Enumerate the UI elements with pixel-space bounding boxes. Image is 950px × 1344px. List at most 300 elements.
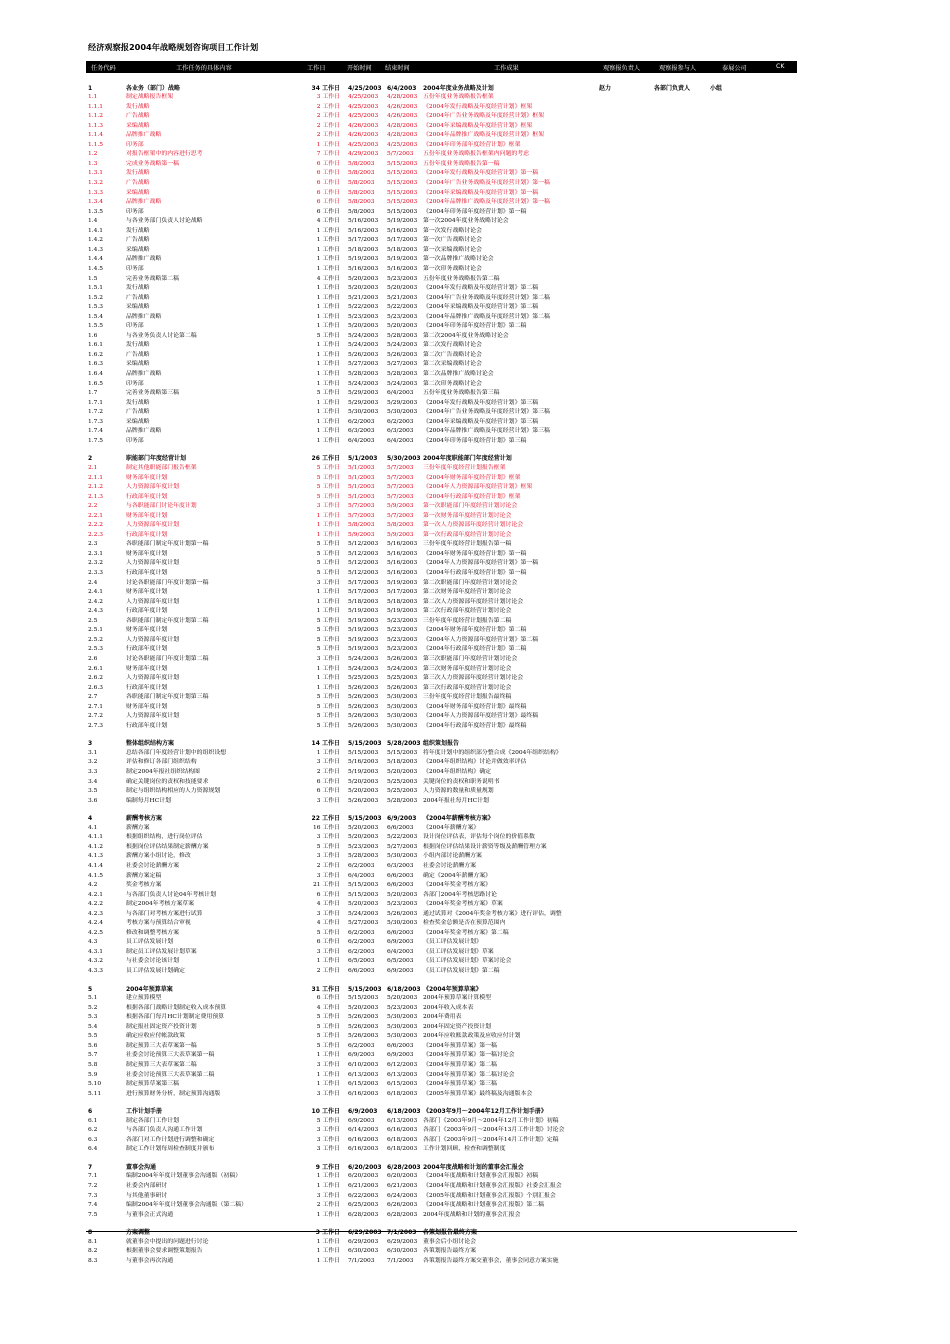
task-days: 1 工作日 — [316, 512, 340, 519]
task-end: 5/28/2003 — [387, 332, 418, 339]
task-result: 第三次行政部年度经营计划讨论会 — [423, 684, 512, 691]
task-start: 6/10/2003 — [348, 1061, 379, 1068]
task-participant: 各部门负责人 — [654, 84, 691, 92]
task-code: 1.6.4 — [88, 371, 103, 377]
task-start: 5/26/2003 — [348, 684, 379, 691]
task-days: 1 工作日 — [316, 531, 340, 538]
task-result: 三份年度年度经营计划报告第二稿 — [423, 617, 512, 624]
task-days: 5 工作日 — [316, 550, 340, 557]
task-result: 《2004年度战略和计划董事会汇报版》社委会汇报会 — [423, 1183, 562, 1189]
task-end: 6/12/2003 — [387, 1061, 418, 1068]
task-end: 5/30/2003 — [387, 713, 418, 720]
task-content: 印务部 — [126, 437, 144, 444]
task-result: 第一次人力资源部年度经营计划讨论会 — [423, 522, 524, 529]
task-days: 1 工作日 — [316, 522, 340, 529]
task-days: 7 工作日 — [316, 151, 340, 158]
task-content: 与社委会讨论该计划 — [126, 958, 180, 965]
task-content: 根据各部门每月HC计划制定费用预算 — [126, 1014, 225, 1021]
task-end: 5/15/2003 — [387, 180, 418, 186]
task-row — [0, 341, 950, 351]
task-start: 5/20/2003 — [348, 323, 379, 330]
task-days: 3 工作日 — [316, 834, 340, 841]
task-result: 第二次职能部门年度经营计划讨论会 — [423, 579, 518, 586]
task-content: 社委会讨论薪酬方案 — [126, 862, 180, 869]
task-end: 6/9/2003 — [387, 815, 417, 823]
task-code: 4.3.3 — [88, 968, 103, 974]
task-end: 6/26/2003 — [387, 1202, 418, 1209]
task-result: 《2004年人力资源部年度经营计划》第二稿 — [423, 636, 539, 643]
task-row — [0, 1192, 950, 1202]
task-start: 5/23/2003 — [348, 313, 379, 320]
task-result: 《2004年印务部年度经营计划》框架 — [423, 141, 521, 148]
task-result: 《2004年财务部年度经营计划》第一稿 — [423, 550, 527, 557]
task-code: 4.3.2 — [88, 958, 103, 965]
task-result: 三份年度年度经营计划报告最终稿 — [423, 694, 512, 701]
task-code: 2.7.3 — [88, 722, 103, 729]
task-content: 人力资源部年度计划 — [126, 560, 180, 567]
task-row — [0, 843, 950, 853]
task-result: 《2003年9月～2004年12月工作计划手册》 — [423, 1108, 547, 1116]
task-days: 1 工作日 — [316, 1257, 340, 1264]
task-result: 《2004年薪酬方案》 — [423, 824, 480, 831]
task-code: 8.3 — [88, 1257, 98, 1264]
task-code: 5.1 — [88, 995, 98, 1002]
task-code: 4.1.4 — [88, 862, 103, 869]
task-content: 行政部年度计划 — [126, 570, 168, 576]
task-row — [0, 512, 950, 522]
task-start: 5/15/2003 — [348, 740, 382, 748]
task-end: 5/16/2003 — [387, 560, 418, 567]
task-result: 《员工评估发展计划》草案 — [423, 948, 494, 955]
task-result: 《2004年预算草案》 — [423, 985, 482, 993]
task-end: 7/1/2003 — [387, 1257, 414, 1264]
task-content: 品牌推广战略 — [126, 132, 162, 139]
task-end: 5/19/2003 — [387, 579, 418, 586]
task-result: 《2004年财务部年度经营计划》第二稿 — [423, 627, 527, 634]
task-days: 5 工作日 — [316, 627, 340, 634]
task-row — [0, 208, 950, 218]
task-code: 7.4 — [88, 1202, 98, 1209]
task-end: 5/23/2003 — [387, 617, 418, 624]
task-content: 整体组织结构方案 — [126, 740, 175, 748]
task-code: 1.6 — [88, 332, 98, 339]
task-content: 采编战略 — [126, 246, 150, 253]
task-start: 5/17/2003 — [348, 237, 379, 244]
task-code: 1.6.5 — [88, 380, 103, 387]
task-row — [0, 749, 950, 759]
task-row — [0, 569, 950, 579]
task-start: 5/19/2003 — [348, 627, 379, 634]
task-result: 设计岗位评估表，评估每个岗位的价值系数 — [423, 834, 535, 841]
task-code: 2.2.2 — [88, 522, 103, 529]
task-days: 6 工作日 — [316, 891, 340, 898]
task-result: 《2004年组织结构》确定 — [423, 769, 492, 775]
task-content: 薪酬方案小组讨论，修改 — [126, 853, 191, 860]
task-result: 《2004年发行战略及年度经营计划》第二稿 — [423, 285, 539, 292]
task-result: 《2004年品牌推广战略及年度经营计划》第二稿 — [423, 313, 550, 320]
task-result: 2004年应收账款政策及应收应付计划 — [423, 1033, 521, 1040]
task-row — [0, 112, 950, 122]
task-row — [0, 437, 950, 447]
task-result: 《2004年度战略和计划董事会汇报版》初稿 — [423, 1173, 539, 1180]
task-result: 五份年度业务战略报告框架 — [423, 94, 494, 101]
task-start: 6/20/2003 — [348, 1173, 379, 1180]
task-days: 6 工作日 — [316, 170, 340, 177]
task-end: 6/3/2003 — [387, 862, 414, 869]
task-days: 3 工作日 — [316, 655, 340, 662]
task-content: 制定其他职能部门报告框架 — [126, 464, 197, 471]
task-content: 与董事会正式沟通 — [126, 1211, 174, 1218]
task-start: 5/12/2003 — [348, 570, 379, 576]
task-result: 第二次行政部年度经营计划讨论会 — [423, 608, 512, 615]
task-days: 10 工作日 — [311, 1108, 340, 1116]
task-end: 5/30/2003 — [387, 455, 421, 463]
task-end: 6/6/2003 — [387, 872, 414, 879]
task-end: 5/27/2003 — [387, 361, 418, 368]
task-result: 小组内部讨论薪酬方案 — [423, 853, 482, 860]
task-row — [0, 189, 950, 199]
task-content: 广告战略 — [126, 180, 150, 186]
task-content: 人力资源部年度计划 — [126, 598, 180, 605]
task-row — [0, 360, 950, 370]
task-start: 5/26/2003 — [348, 713, 379, 720]
task-code: 2.6.1 — [88, 665, 103, 672]
task-days: 2 工作日 — [316, 1202, 340, 1209]
task-content: 修改和调整考核方案 — [126, 929, 180, 936]
task-result: 第三次职能部门年度经营计划讨论会 — [423, 655, 518, 662]
task-days: 9 工作日 — [315, 1163, 340, 1171]
task-start: 5/1/2003 — [348, 455, 378, 463]
task-days: 2 工作日 — [316, 862, 340, 869]
task-end: 5/16/2003 — [387, 541, 418, 548]
task-result: 《2004年预算草案》第一稿讨论会 — [423, 1052, 515, 1059]
task-days: 6 工作日 — [316, 189, 340, 196]
task-row — [0, 493, 950, 503]
task-code: 6.1 — [88, 1117, 98, 1124]
task-days: 2 工作日 — [316, 769, 340, 775]
task-row — [0, 380, 950, 390]
task-days: 6 工作日 — [316, 788, 340, 795]
task-row — [0, 227, 950, 237]
task-row — [0, 1136, 950, 1146]
task-result: 第二次印务战略讨论会 — [423, 380, 482, 387]
task-days: 3 工作日 — [316, 910, 340, 917]
task-content: 人力资源部年度计划 — [126, 713, 180, 720]
task-result: 第一次品牌推广战略讨论会 — [423, 256, 494, 263]
task-code: 5.6 — [88, 1042, 98, 1049]
task-result: 《2004年行政部年度经营计划》第一稿 — [423, 570, 527, 576]
task-end: 6/16/2003 — [387, 1127, 418, 1134]
task-content: 印务部 — [126, 380, 144, 387]
task-end: 5/7/2003 — [387, 464, 414, 471]
task-code: 1.3.4 — [88, 199, 103, 206]
task-days: 5 工作日 — [316, 464, 340, 471]
task-days: 5 工作日 — [316, 1117, 340, 1124]
task-content: 人力资源部年度计划 — [126, 675, 180, 682]
task-start: 6/4/2003 — [348, 872, 375, 879]
task-end: 4/28/2003 — [387, 94, 418, 101]
task-row — [0, 1211, 950, 1221]
task-code: 5.2 — [88, 1004, 98, 1011]
task-end: 5/7/2003 — [387, 512, 414, 519]
task-row — [0, 684, 950, 694]
task-days: 5 工作日 — [316, 493, 340, 500]
task-days: 3 工作日 — [316, 579, 340, 586]
task-code: 2.6.3 — [88, 684, 103, 691]
task-content: 方案调整 — [126, 1229, 151, 1237]
task-result: 社委会讨论薪酬方案 — [423, 862, 477, 869]
task-start: 6/5/2003 — [348, 958, 375, 965]
task-days: 1 工作日 — [316, 399, 340, 406]
task-end: 6/18/2003 — [387, 1108, 421, 1116]
task-days: 6 工作日 — [316, 180, 340, 186]
task-result: 工作计划回顾、检查和调整制度 — [423, 1146, 506, 1153]
task-result: 《2004年印务部年度经营计划》第三稿 — [423, 437, 527, 444]
task-row — [0, 579, 950, 589]
task-start: 6/16/2003 — [348, 1146, 379, 1153]
task-row — [0, 275, 950, 285]
task-row — [0, 636, 950, 646]
task-row — [0, 1090, 950, 1100]
task-code: 4.1.3 — [88, 853, 103, 860]
task-content: 评估和修订各部门组织结构 — [126, 759, 197, 766]
task-row — [0, 265, 950, 275]
task-end: 6/9/2003 — [387, 1052, 414, 1059]
task-code: 4.1 — [88, 824, 98, 831]
task-start: 5/26/2003 — [348, 694, 379, 701]
task-code: 1.3.5 — [88, 208, 103, 215]
task-code: 2.3.3 — [88, 570, 103, 576]
task-end: 5/19/2003 — [387, 218, 418, 225]
task-end: 6/3/2003 — [387, 428, 414, 435]
task-content: 印务部 — [126, 141, 144, 148]
task-code: 2.3.1 — [88, 550, 103, 557]
task-code: 3.5 — [88, 788, 98, 795]
task-days: 1 工作日 — [316, 265, 340, 272]
task-row — [0, 1013, 950, 1023]
task-days: 1 工作日 — [316, 1248, 340, 1255]
task-end: 5/30/2003 — [387, 1014, 418, 1021]
task-end: 6/18/2003 — [387, 1146, 418, 1153]
task-code: 4.2.3 — [88, 910, 103, 917]
task-content: 编制2004年年度计划董事会沟通版（第二稿） — [126, 1202, 248, 1209]
task-code: 3.1 — [88, 749, 98, 756]
task-row — [0, 236, 950, 246]
task-end: 5/23/2003 — [387, 901, 418, 908]
task-end: 5/17/2003 — [387, 589, 418, 596]
task-content: 采编战略 — [126, 304, 150, 311]
section-row — [0, 1163, 950, 1173]
task-content: 制定与组织结构相应的人力资源规划 — [126, 788, 221, 795]
task-row — [0, 370, 950, 380]
task-result: 第一次职能部门年度经营计划讨论会 — [423, 503, 518, 510]
task-result: 《2004年行政部年度经营计划》框架 — [423, 493, 521, 500]
task-result: 将年度计划中的组织部分整合成《2004年组织结构》 — [423, 749, 562, 756]
task-content: 广告战略 — [126, 237, 150, 244]
header-days: 工作日 — [307, 65, 326, 72]
task-row — [0, 833, 950, 843]
task-row — [0, 948, 950, 958]
task-row — [0, 1071, 950, 1081]
task-start: 6/16/2003 — [348, 1090, 379, 1097]
task-result: 第一次财务部年度经营计划讨论会 — [423, 512, 512, 519]
task-start: 5/19/2003 — [348, 769, 379, 775]
task-content: 根据董事会要求调整策划报告 — [126, 1248, 203, 1255]
task-row — [0, 852, 950, 862]
task-days: 1 工作日 — [316, 589, 340, 596]
task-start: 5/19/2003 — [348, 617, 379, 624]
task-days: 3 工作日 — [316, 503, 340, 510]
task-days: 5 工作日 — [316, 703, 340, 710]
task-content: 讨论各职能部门年度计划第一稿 — [126, 579, 209, 586]
task-end: 6/9/2003 — [387, 939, 414, 946]
task-content: 社委会内部研讨 — [126, 1183, 168, 1189]
task-result: 2004年费用表 — [423, 1014, 462, 1021]
task-days: 5 工作日 — [316, 1014, 340, 1021]
task-row — [0, 427, 950, 437]
task-row — [0, 169, 950, 179]
task-start: 5/24/2003 — [348, 655, 379, 662]
task-result: 第一次2004年度业务战略讨论会 — [423, 218, 509, 225]
task-days: 2 工作日 — [316, 122, 340, 129]
task-code: 3.2 — [88, 759, 98, 766]
task-result: 《2004年奖金考核方案》 — [423, 882, 492, 889]
task-code: 1.5.3 — [88, 304, 103, 311]
task-code: 2.7.1 — [88, 703, 103, 710]
task-end: 5/15/2003 — [387, 189, 418, 196]
task-days: 1 工作日 — [316, 1238, 340, 1245]
task-code: 1.4 — [88, 218, 98, 225]
task-result: 2004年度战略和计划的董事会汇报会 — [423, 1211, 521, 1218]
task-result: 2004年度职能部门年度经营计划 — [423, 455, 512, 463]
task-code: 5.4 — [88, 1023, 98, 1030]
task-days: 1 工作日 — [316, 285, 340, 292]
task-result: 五份年度业务战略报告第一稿 — [423, 160, 500, 167]
task-start: 6/25/2003 — [348, 1202, 379, 1209]
task-end: 5/21/2003 — [387, 294, 418, 301]
task-start: 5/1/2003 — [348, 474, 375, 481]
task-start: 7/1/2003 — [348, 1257, 375, 1264]
task-row — [0, 464, 950, 474]
task-row — [0, 294, 950, 304]
task-start: 5/17/2003 — [348, 579, 379, 586]
task-code: 6.3 — [88, 1136, 98, 1143]
task-end: 6/5/2003 — [387, 958, 414, 965]
task-days: 2 工作日 — [316, 132, 340, 139]
task-content: 品牌推广战略 — [126, 199, 162, 206]
task-days: 5 工作日 — [316, 332, 340, 339]
task-content: 编制2004年年度计划董事会沟通版（初稿） — [126, 1173, 242, 1180]
section-row — [0, 814, 950, 824]
task-days: 5 工作日 — [316, 1042, 340, 1049]
task-days: 1 工作日 — [316, 1052, 340, 1059]
task-row — [0, 1032, 950, 1042]
task-row — [0, 891, 950, 901]
task-start: 5/9/2003 — [348, 531, 375, 538]
task-end: 6/9/2003 — [387, 968, 414, 974]
task-result: 2004年度战略和计划的董事会汇报会 — [423, 1163, 524, 1171]
task-start: 5/26/2003 — [348, 1014, 379, 1021]
task-content: 财务部年度计划 — [126, 703, 168, 710]
task-row — [0, 550, 950, 560]
task-start: 5/20/2003 — [348, 1004, 379, 1011]
task-result: 各部门《2003年9月～2004年14月工作计划》定稿 — [423, 1136, 559, 1143]
task-result: 《2004年广告业务战略及年度经营计划》第二稿 — [423, 294, 550, 301]
task-start: 6/13/2003 — [348, 1071, 379, 1078]
task-content: 发行战略 — [126, 399, 150, 406]
header-ck: CK — [776, 63, 785, 70]
task-code: 2.5 — [88, 617, 98, 624]
task-result: 各部门《2003年9月～2004年12月工作计划》初稿 — [423, 1117, 559, 1124]
task-row — [0, 1247, 950, 1257]
task-code: 2 — [88, 455, 93, 463]
task-start: 5/27/2003 — [348, 361, 379, 368]
task-end: 5/24/2003 — [387, 665, 418, 672]
task-content: 品牌推广战略 — [126, 256, 162, 263]
task-result: 《2004年发行战略及年度经营计划》第三稿 — [423, 399, 539, 406]
task-row — [0, 910, 950, 920]
task-result: 第二次2004年度业务战略讨论会 — [423, 332, 509, 339]
task-start: 6/4/2003 — [348, 437, 375, 444]
header-result: 工作成果 — [494, 65, 519, 72]
task-result: 《2004年品牌推广战略及年度经营计划》框架 — [423, 132, 545, 139]
task-end: 5/30/2003 — [387, 694, 418, 701]
task-result: 《2004年人力资源部年度经营计划》最终稿 — [423, 713, 539, 720]
task-days: 1 工作日 — [316, 749, 340, 756]
task-row — [0, 824, 950, 834]
task-content: 与其他董事研讨 — [126, 1192, 168, 1199]
task-end: 5/28/2003 — [387, 797, 418, 804]
task-start: 5/15/2003 — [348, 891, 379, 898]
task-row — [0, 768, 950, 778]
task-start: 5/28/2003 — [348, 371, 379, 377]
task-content: 人力资源部年度计划 — [126, 636, 180, 643]
task-code: 6.2 — [88, 1127, 98, 1134]
task-start: 5/8/2003 — [348, 170, 375, 177]
task-start: 5/26/2003 — [348, 351, 379, 358]
task-code: 8.2 — [88, 1248, 98, 1255]
task-days: 4 工作日 — [316, 1004, 340, 1011]
task-code: 4.3 — [88, 939, 98, 946]
header-start: 开始时间 — [347, 65, 372, 72]
task-content: 财务部年度计划 — [126, 474, 168, 481]
task-end: 5/29/2003 — [387, 399, 418, 406]
task-end: 5/23/2003 — [387, 646, 418, 653]
task-start: 4/29/2003 — [348, 151, 379, 158]
task-start: 5/29/2003 — [348, 390, 379, 397]
task-days: 3 工作日 — [316, 853, 340, 860]
task-end: 5/8/2003 — [387, 522, 414, 529]
task-result: 《2004年奖金考核方案》草案 — [423, 901, 503, 908]
task-code: 5 — [88, 985, 93, 993]
task-content: 采编战略 — [126, 361, 150, 368]
task-result: 各策划报告最终方案 — [423, 1248, 477, 1255]
task-content: 制定预算草案第三稿 — [126, 1081, 180, 1088]
task-end: 6/15/2003 — [387, 1081, 418, 1088]
task-end: 6/24/2003 — [387, 1192, 418, 1199]
task-result: 《2004年薪酬考核方案》 — [423, 815, 494, 823]
task-result: 《2005年度战略和计划董事会汇报版》个别汇报会 — [423, 1192, 556, 1199]
section-row — [0, 1107, 950, 1117]
task-end: 6/29/2003 — [387, 1238, 418, 1245]
task-days: 3 工作日 — [316, 1136, 340, 1143]
task-days: 26 工作日 — [311, 455, 340, 463]
task-start: 4/25/2003 — [348, 94, 379, 101]
task-result: 关键岗位的责权和职务说明书 — [423, 778, 500, 785]
task-days: 1 工作日 — [316, 684, 340, 691]
task-row — [0, 332, 950, 342]
task-content: 财务部年度计划 — [126, 627, 168, 634]
